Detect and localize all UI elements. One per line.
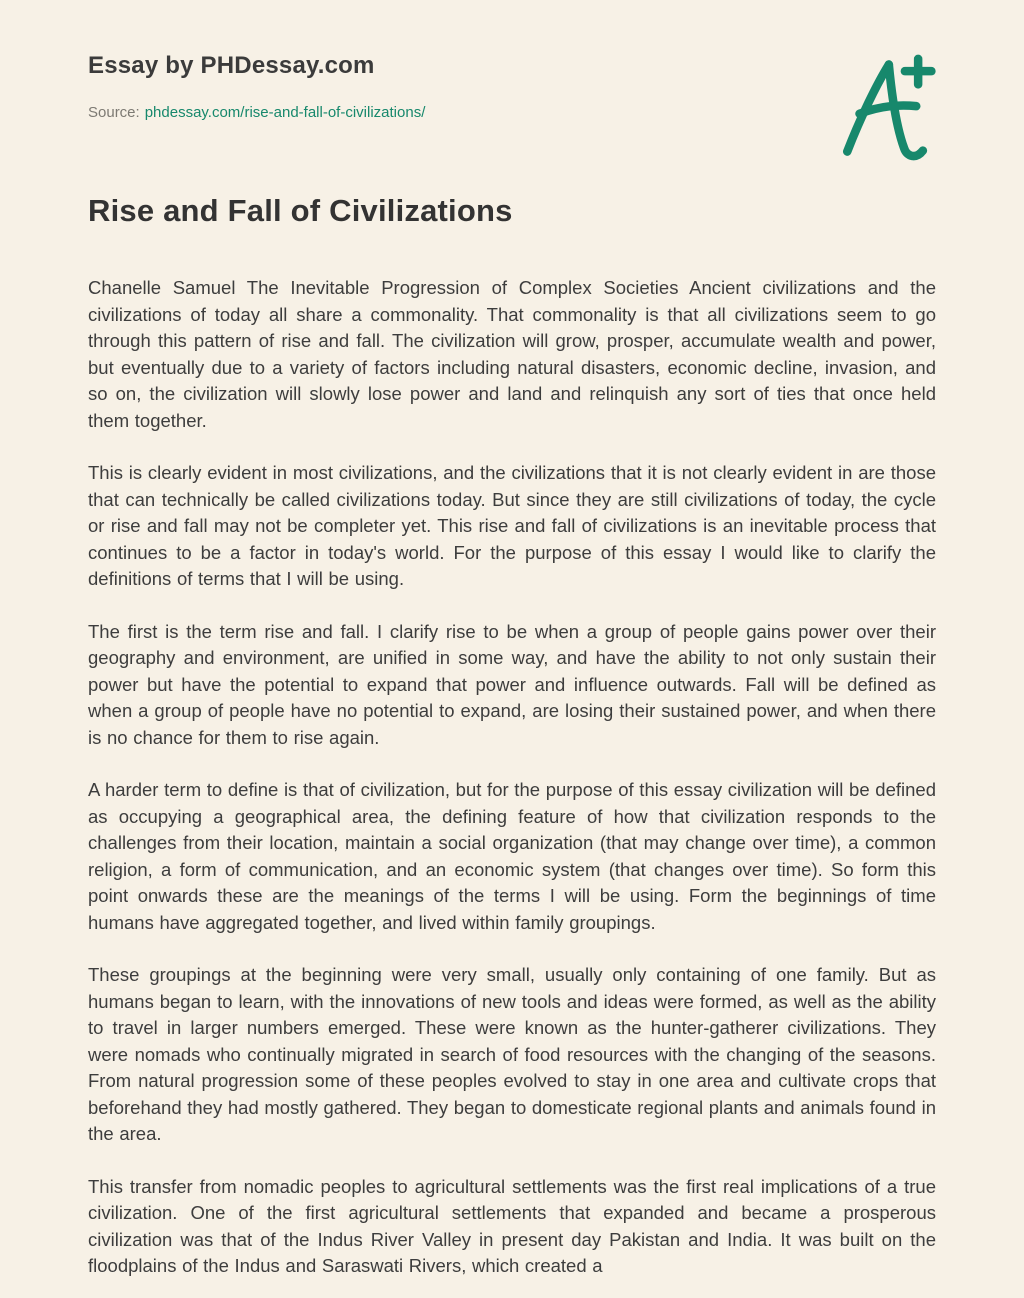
essay-byline: Essay by PHDessay.com xyxy=(88,52,375,79)
essay-paragraph: A harder term to define is that of civilization, but for the purpose of this essay civilization will be defined as occupying a geographical area, the defining feature of how that civilization responds to the challenges from their location, maintain a social organization (that may change over time), a common religion, a form of communication, and an economic system (that changes over time). So form this point onwards these are the meanings of the terms I will be using. Form the beginnings of time humans have aggregated together, and lived within family groupings. xyxy=(88,779,936,933)
source-line xyxy=(88,104,936,121)
phdessay-logo xyxy=(834,50,938,168)
source-label: Source: xyxy=(88,104,140,121)
a-plus-logo-icon xyxy=(834,155,938,172)
essay-body xyxy=(88,275,936,1280)
essay-title: Rise and Fall of Civilizations xyxy=(88,193,513,228)
source-link[interactable]: phdessay.com/rise-and-fall-of-civilizations/ xyxy=(144,104,426,121)
essay-paragraph: Chanelle Samuel The Inevitable Progression of Complex Societies Ancient civilizations and the civilizations of today all share a commonality. That commonality is that all civilizations seem to go through this pattern of rise and fall. The civilization will grow, prosper, accumulate wealth and power, but eventually due to a variety of factors including natural disasters, economic decline, invasion, and so on, the civilization will slowly lose power and land and relinquish any sort of ties that once held them together. xyxy=(88,277,936,431)
page-header xyxy=(88,52,936,121)
essay-paragraph: This is clearly evident in most civilizations, and the civilizations that it is not clearly evident in are those that can technically be called civilizations today. But since they are still civilizations of today, the cycle or rise and fall may not be completer yet. This rise and fall of civilizations is an inevitable process that continues to be a factor in today's world. For the purpose of this essay I would like to clarify the definitions of terms that I will be using. xyxy=(88,462,936,589)
essay-paragraph: This transfer from nomadic peoples to agricultural settlements was the first real implications of a true civilization. One of the first agricultural settlements that expanded and became a prosperous civilization was that of the Indus River Valley in present day Pakistan and India. It was built on the floodplains of the Indus and Saraswati Rivers, which created a xyxy=(88,1175,936,1276)
essay-paragraph: The first is the term rise and fall. I clarify rise to be when a group of people gains power over their geography and environment, are unified in some way, and have the ability to not only sustain their power but have the potential to expand that power and influence outwards. Fall will be defined as when a group of people have no potential to expand, are losing their sustained power, and when there is no chance for them to rise again. xyxy=(88,620,936,748)
essay-paragraph: These groupings at the beginning were very small, usually only containing of one family. But as humans began to learn, with the innovations of new tools and ideas were formed, as well as the ability to travel in larger numbers emerged. These were known as the hunter-gatherer civilizations. They were nomads who continually migrated in search of food resources with the changing of the seasons. From natural progression some of these peoples evolved to stay in one area and cultivate crops that beforehand they had mostly gathered. They began to domesticate regional plants and animals found in the area. xyxy=(88,964,936,1144)
